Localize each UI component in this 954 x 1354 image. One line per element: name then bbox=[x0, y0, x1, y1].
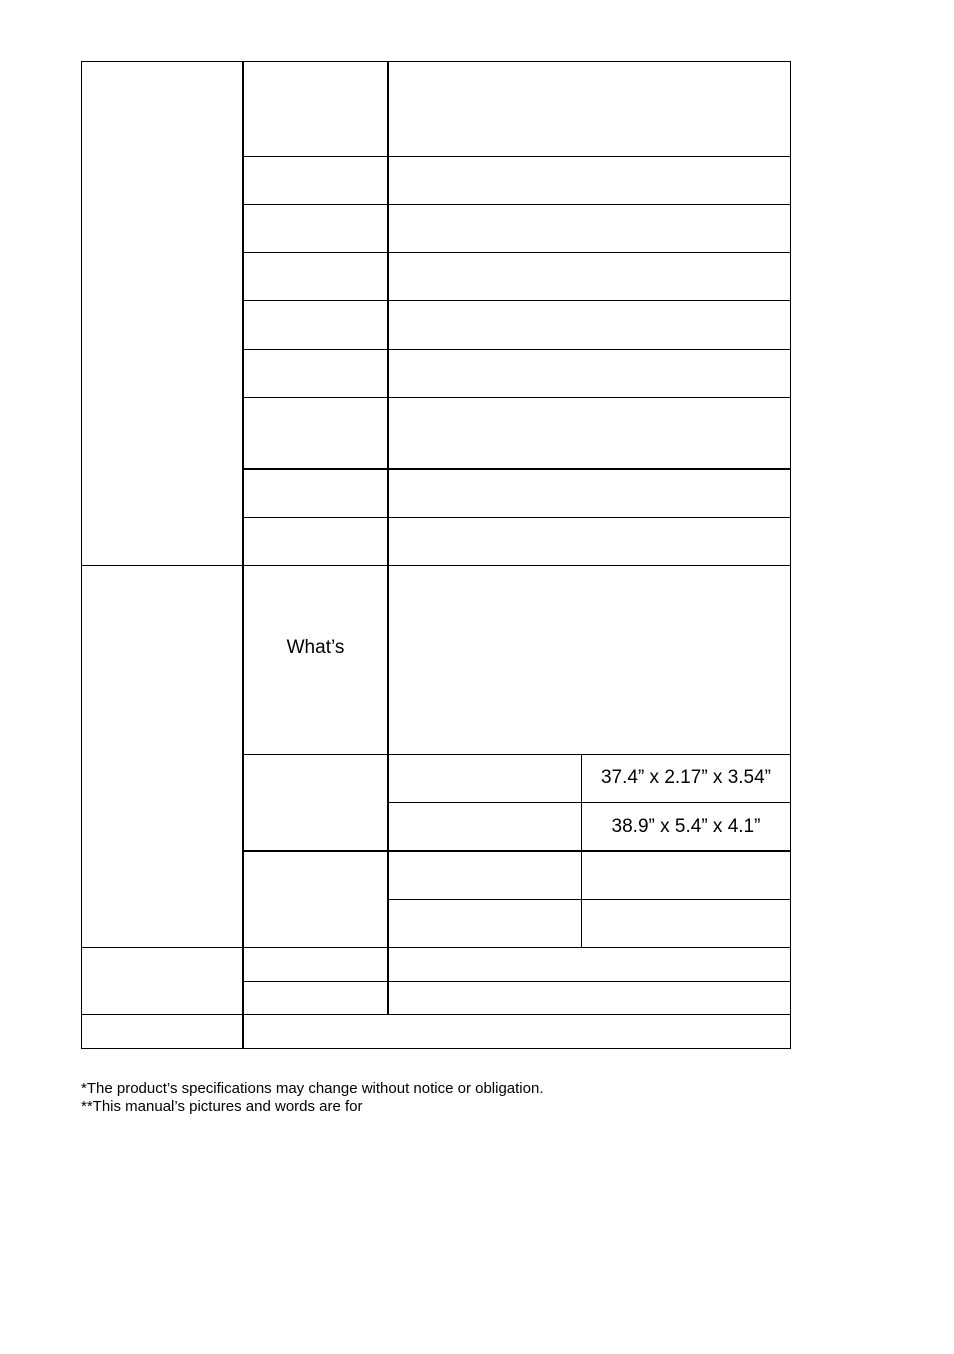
row-line bbox=[243, 300, 791, 301]
group-separator bbox=[81, 947, 791, 948]
row-line bbox=[389, 899, 791, 900]
row-line bbox=[243, 204, 791, 205]
table-border-top bbox=[81, 61, 791, 62]
row-line bbox=[243, 468, 791, 470]
row-line bbox=[243, 156, 791, 157]
product-size-value: 37.4” x 2.17” x 3.54” bbox=[600, 767, 772, 788]
footnote-manual: **This manual’s pictures and words are for bbox=[81, 1098, 363, 1115]
footnotes bbox=[81, 1080, 544, 1116]
package-size-value: 38.9” x 5.4” x 4.1” bbox=[611, 816, 761, 837]
column-divider-1 bbox=[242, 61, 244, 1049]
row-line bbox=[389, 802, 791, 803]
spec-table bbox=[81, 61, 791, 1049]
group-separator bbox=[81, 565, 791, 566]
table-border-left bbox=[81, 61, 82, 1049]
row-line bbox=[243, 754, 791, 755]
row-line bbox=[243, 850, 791, 852]
group-separator bbox=[81, 1014, 791, 1015]
row-line bbox=[243, 252, 791, 253]
row-line bbox=[243, 981, 791, 982]
footnote-specifications: *The product’s specifications may change without notice or obligation. bbox=[81, 1080, 544, 1097]
row-line bbox=[243, 397, 791, 398]
row-line bbox=[243, 349, 791, 350]
table-border-bottom bbox=[81, 1048, 791, 1049]
whats-in-box-label: What’s bbox=[286, 637, 345, 658]
table-border-right bbox=[790, 61, 791, 1049]
row-line bbox=[243, 517, 791, 518]
